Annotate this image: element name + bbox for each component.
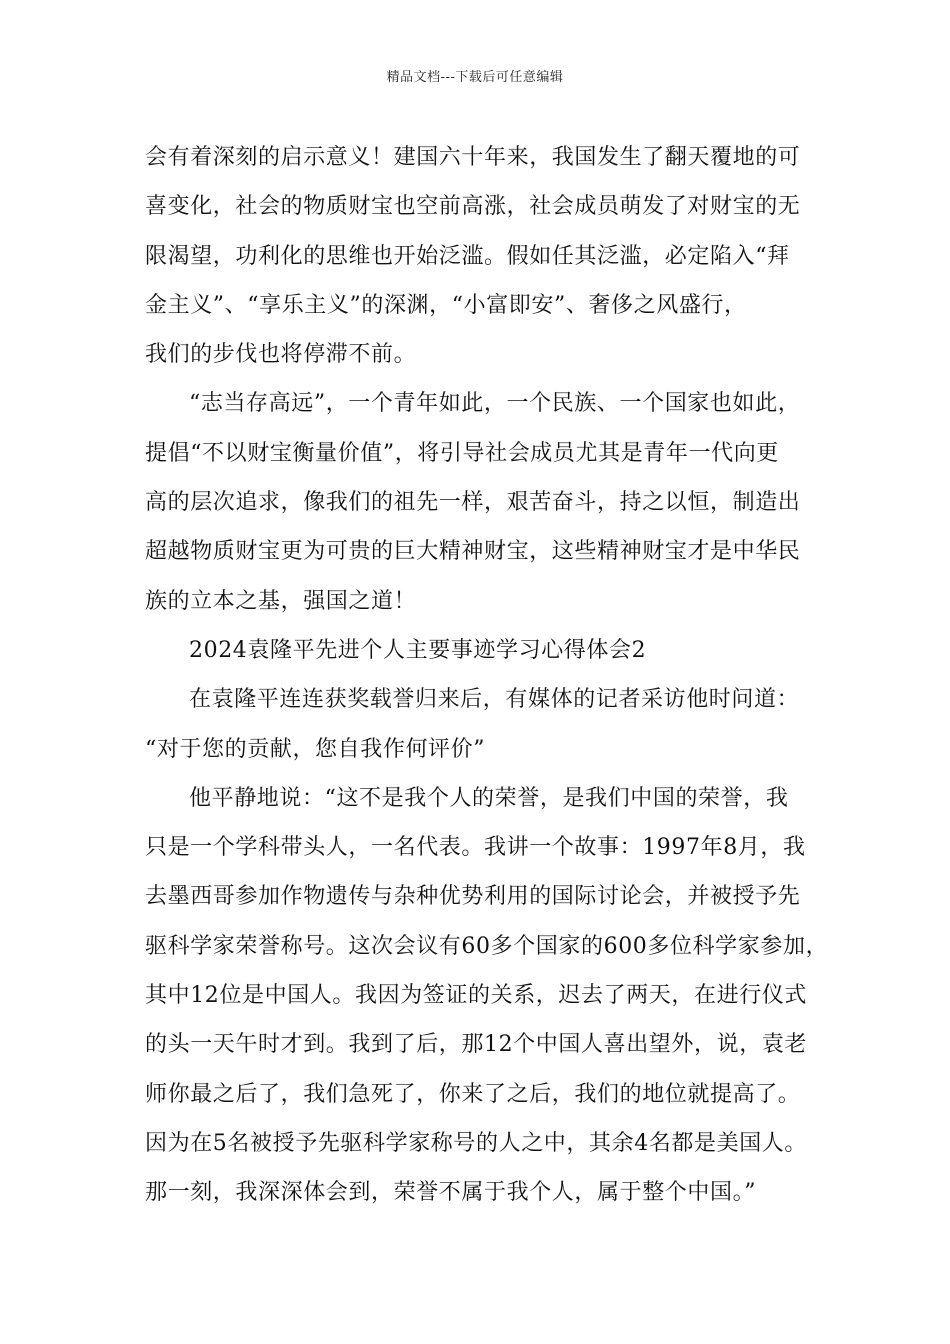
paragraph-start-line: 他平静地说：“这不是我个人的荣誉，是我们中国的荣誉，我	[189, 785, 789, 811]
paragraph-start-line: “志当存高远”，一个青年如此，一个民族、一个国家也如此，	[189, 391, 801, 417]
body-line: 只是一个学科带头人，一名代表。我讲一个故事：1997年8月，我	[145, 835, 806, 861]
document-body	[145, 133, 829, 1218]
body-line: 金主义”、“享乐主义”的深渊，“小富即安”、奢侈之风盛行，	[145, 292, 747, 318]
body-line: 提倡“不以财宝衡量价值”，将引导社会成员尤其是青年一代向更	[145, 440, 779, 466]
body-line: 驱科学家荣誉称号。这次会议有60多个国家的600多位科学家参加，	[145, 933, 829, 959]
body-line: 喜变化，社会的物质财宝也空前高涨，社会成员萌发了对财宝的无	[145, 194, 801, 220]
body-line: 去墨西哥参加作物遗传与杂种优势利用的国际讨论会，并被授予先	[145, 884, 801, 910]
body-line: 其中12位是中国人。我因为签证的关系，迟去了两天，在进行仪式	[145, 983, 807, 1009]
body-line: 高的层次追求，像我们的祖先一样，艰苦奋斗，持之以恒，制造出	[145, 490, 801, 516]
body-line: 我们的步伐也将停滞不前。	[145, 342, 417, 368]
body-line: 因为在5名被授予先驱科学家称号的人之中，其余4名都是美国人。	[145, 1130, 807, 1156]
body-line: 师你最之后了，我们急死了，你来了之后，我们的地位就提高了。	[145, 1081, 801, 1107]
body-line: 族的立本之基，强国之道！	[145, 588, 417, 614]
body-line: “对于您的贡献，您自我作何评价”	[145, 736, 486, 762]
page-header: 精品文档---下载后可任意编辑	[386, 70, 564, 85]
body-line: 那一刻，我深深体会到，荣誉不属于我个人，属于整个中国。”	[145, 1180, 757, 1206]
paragraph-start-line: 在袁隆平连连获奖载誉归来后，有媒体的记者采访他时问道：	[189, 687, 800, 713]
body-line: 超越物质财宝更为可贵的巨大精神财宝，这些精神财宝才是中华民	[145, 539, 801, 565]
section-heading: 2024袁隆平先进个人主要事迹学习心得体会2	[189, 637, 647, 663]
body-line: 会有着深刻的启示意义！建国六十年来，我国发生了翻天覆地的可	[145, 145, 801, 170]
body-line: 限渴望，功利化的思维也开始泛滥。假如任其泛滥，必定陷入“拜	[145, 243, 790, 269]
body-line: 的头一天午时才到。我到了后，那12个中国人喜出望外，说，袁老	[145, 1032, 807, 1058]
